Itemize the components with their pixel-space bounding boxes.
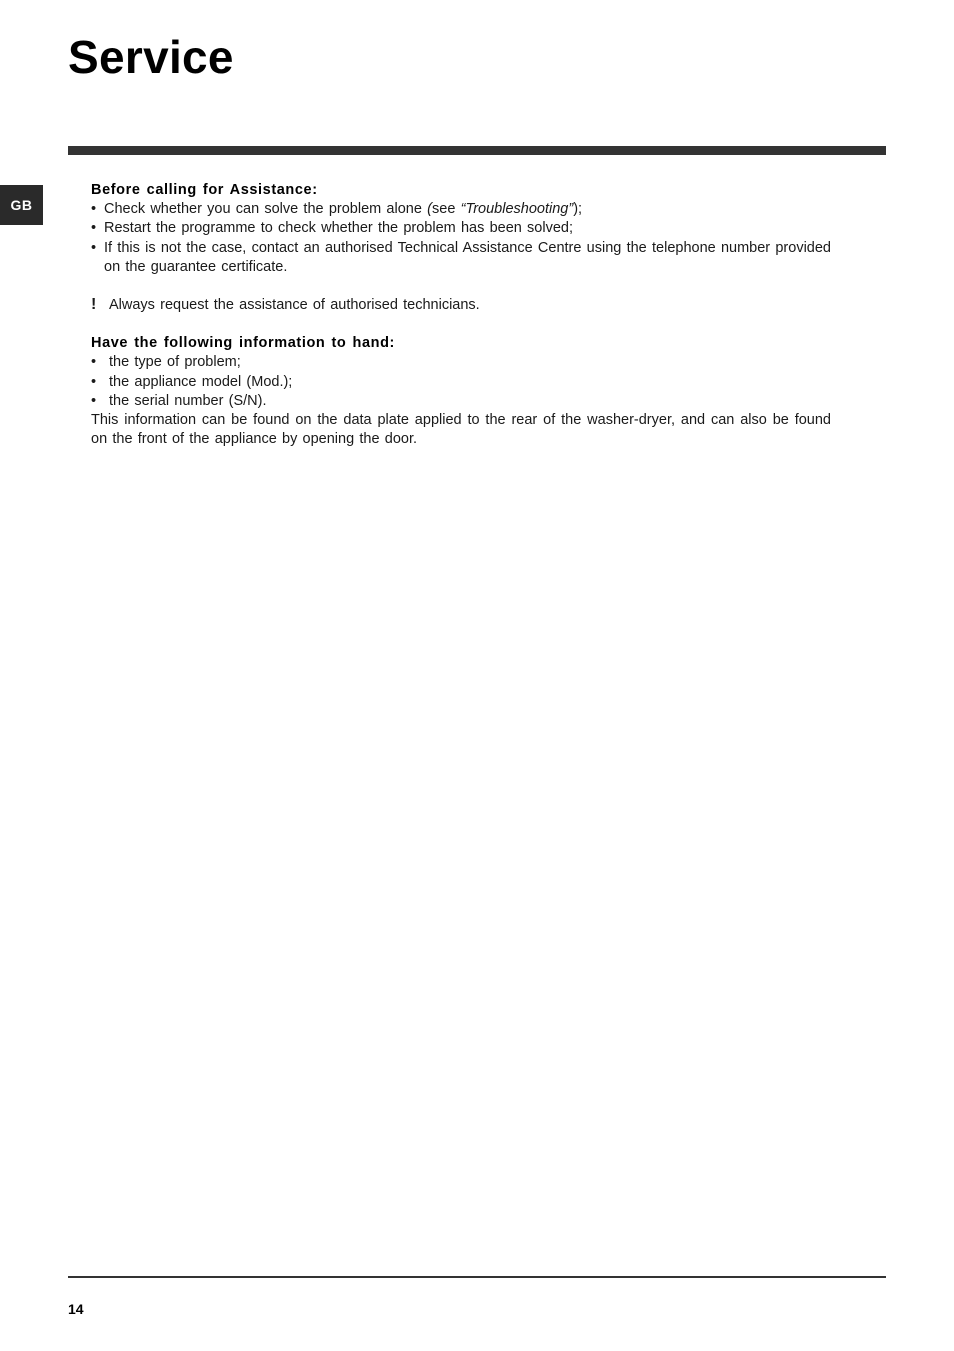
list-item [91,239,831,277]
before-calling-list [91,200,831,277]
list-item [91,219,831,238]
warning-note-text: Always request the assistance of authorised technicians. [109,297,480,314]
bullet-mark: • [91,354,97,371]
list-item-text: Restart the programme to check whether the problem has been solved; [104,220,573,237]
information-list [91,353,831,411]
bottom-divider [68,1276,886,1278]
list-item-see: see [432,201,461,218]
list-item-text: the appliance model (Mod.); [109,373,293,390]
list-item-italic-paren: ( [427,201,432,218]
top-divider [68,146,886,155]
bullet-mark: • [91,201,97,218]
list-item [91,373,831,392]
page-title: Service [68,31,234,83]
warning-note [91,296,831,315]
exclamation-icon: ! [91,296,97,314]
bullet-mark: • [91,239,97,256]
language-tab: GB [0,185,43,225]
main-content [91,181,831,449]
list-item-text: If this is not the case, contact an authorised Technical Assistance Centre using the telephone number provided on the guarantee certificate. [104,239,831,275]
troubleshooting-reference: “Troubleshooting” [460,201,574,218]
information-paragraph: This information can be found on the data plate applied to the rear of the washer-dryer, and can also be found on the front of the appliance by opening the door. [91,412,831,448]
information-heading: Have the following information to hand: [91,335,395,352]
list-item-text: the type of problem; [109,354,241,371]
list-item [91,200,831,219]
list-item [91,353,831,372]
bullet-mark: • [91,392,97,409]
list-item-text: the serial number (S/N). [109,392,267,409]
list-item-text: Check whether you can solve the problem alone [104,201,428,218]
bullet-mark: • [91,220,97,237]
bullet-mark: • [91,373,97,390]
list-item-text-end: ); [573,201,583,218]
list-item [91,392,831,411]
page-number: 14 [68,1301,84,1317]
before-calling-heading: Before calling for Assistance: [91,182,318,198]
